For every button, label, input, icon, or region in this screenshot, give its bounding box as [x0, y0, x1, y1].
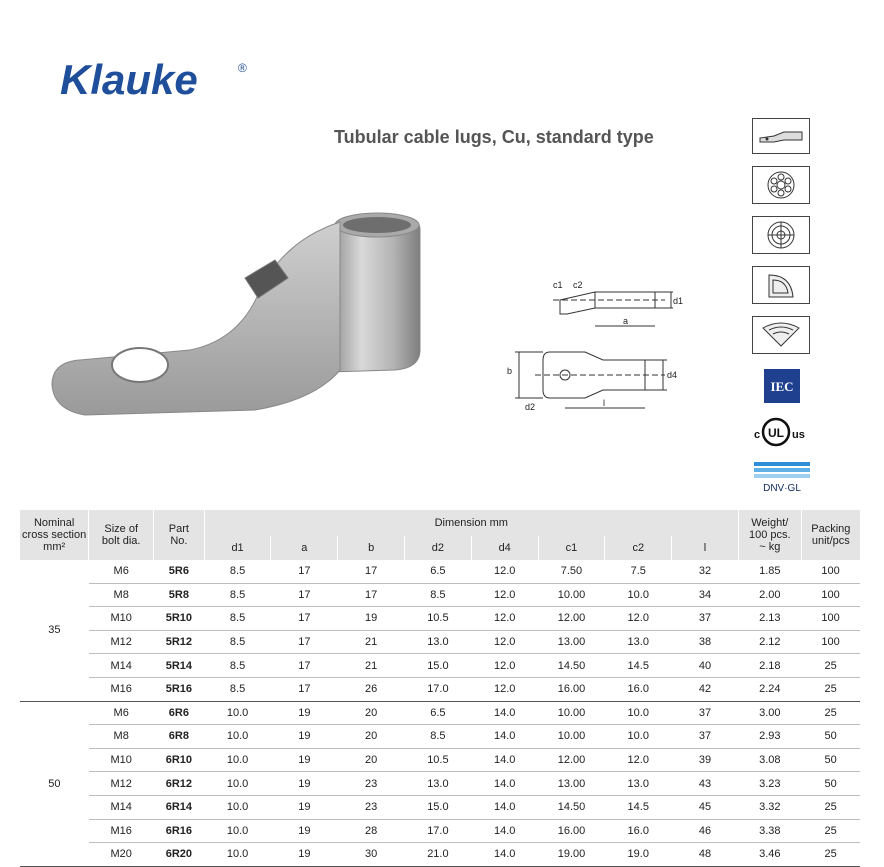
table-cell: 10.5 [405, 748, 472, 772]
table-cell: 25 [801, 819, 860, 843]
table-row [20, 654, 860, 678]
spec-table [20, 510, 860, 867]
header-dim-d2: d2 [405, 536, 472, 560]
table-row [20, 819, 860, 843]
header-dim-c2: c2 [605, 536, 672, 560]
table-row [20, 725, 860, 749]
svg-text:c: c [754, 429, 761, 441]
dimension-drawing [495, 270, 685, 420]
table-cell: 100 [801, 583, 860, 607]
cable-lug-icon [752, 118, 810, 154]
table-cell: 20 [338, 701, 405, 725]
table-cell: 2.93 [738, 725, 801, 749]
dnv-gl-logo [752, 458, 812, 498]
table-cell: 19.0 [605, 843, 672, 867]
header-dim-d4: d4 [471, 536, 538, 560]
table-cell: 7.50 [538, 560, 605, 583]
table-cell: M8 [89, 583, 154, 607]
table-cell: 7.5 [605, 560, 672, 583]
table-cell: 8.5 [405, 583, 472, 607]
svg-text:us: us [792, 429, 805, 441]
table-cell: 17.0 [405, 819, 472, 843]
table-cell: 8.5 [204, 560, 271, 583]
table-row [20, 843, 860, 867]
table-cell: 10.0 [204, 772, 271, 796]
table-cell: 10.0 [605, 583, 672, 607]
table-cell: 39 [672, 748, 739, 772]
iec-logo [752, 366, 812, 406]
table-cell: M20 [89, 843, 154, 867]
table-cell: 8.5 [204, 607, 271, 631]
part-number-cell: 5R12 [154, 630, 205, 654]
dim-label-d2: d2 [525, 402, 536, 412]
table-cell: 19 [271, 819, 338, 843]
table-cell: 12.00 [538, 607, 605, 631]
table-cell: 12.0 [605, 748, 672, 772]
table-cell: 19.00 [538, 843, 605, 867]
dim-label-c2: c2 [573, 280, 583, 290]
table-cell: 100 [801, 630, 860, 654]
header-dim-c1: c1 [538, 536, 605, 560]
table-cell: 45 [672, 795, 739, 819]
table-cell: 19 [271, 748, 338, 772]
table-cell: 17 [271, 677, 338, 701]
table-cell: 15.0 [405, 795, 472, 819]
table-cell: 17 [271, 607, 338, 631]
table-cell: 2.00 [738, 583, 801, 607]
table-cell: 2.24 [738, 677, 801, 701]
table-cell: 10.0 [204, 748, 271, 772]
table-cell: 16.0 [605, 819, 672, 843]
table-cell: 8.5 [204, 677, 271, 701]
sector-flexible-icon [752, 316, 810, 354]
table-cell: M16 [89, 677, 154, 701]
table-cell: 17 [271, 654, 338, 678]
table-cell: 100 [801, 560, 860, 583]
part-number-cell: 6R6 [154, 701, 205, 725]
dim-label-d1: d1 [673, 296, 684, 306]
stranded-conductor-icon [752, 166, 810, 204]
klauke-logo [60, 56, 260, 106]
registered-mark: ® [238, 61, 247, 75]
table-cell: 37 [672, 701, 739, 725]
table-cell: 14.0 [471, 701, 538, 725]
table-cell: 30 [338, 843, 405, 867]
table-cell: 14.0 [471, 843, 538, 867]
cross-section-cell: 50 [20, 701, 89, 866]
part-number-cell: 5R16 [154, 677, 205, 701]
table-cell: 12.0 [605, 607, 672, 631]
table-cell: 21.0 [405, 843, 472, 867]
table-cell: 34 [672, 583, 739, 607]
table-cell: 8.5 [405, 725, 472, 749]
table-cell: 12.00 [538, 748, 605, 772]
table-cell: 3.00 [738, 701, 801, 725]
table-cell: 17 [338, 583, 405, 607]
header-dim-b: b [338, 536, 405, 560]
table-cell: 28 [338, 819, 405, 843]
table-cell: 37 [672, 725, 739, 749]
table-cell: 14.5 [605, 795, 672, 819]
table-row [20, 607, 860, 631]
table-cell: M12 [89, 630, 154, 654]
table-cell: 25 [801, 701, 860, 725]
part-number-cell: 6R20 [154, 843, 205, 867]
table-cell: 19 [271, 843, 338, 867]
table-cell: 14.0 [471, 795, 538, 819]
table-cell: 26 [338, 677, 405, 701]
table-cell: 43 [672, 772, 739, 796]
table-cell: 3.23 [738, 772, 801, 796]
table-cell: M14 [89, 795, 154, 819]
table-cell: 3.32 [738, 795, 801, 819]
table-cell: 37 [672, 607, 739, 631]
header-dimension: Dimension mm [204, 510, 738, 536]
table-row [20, 795, 860, 819]
table-cell: 23 [338, 795, 405, 819]
sector-conductor-icon [752, 266, 810, 304]
table-cell: 42 [672, 677, 739, 701]
table-cell: 14.5 [605, 654, 672, 678]
header-bolt-size: Size of bolt dia. [89, 510, 154, 560]
table-cell: M6 [89, 701, 154, 725]
table-cell: 8.5 [204, 630, 271, 654]
dim-label-d4: d4 [667, 370, 678, 380]
table-cell: 10.00 [538, 701, 605, 725]
dim-label-a: a [623, 316, 629, 326]
table-cell: M10 [89, 607, 154, 631]
table-cell: 2.18 [738, 654, 801, 678]
table-cell: 50 [801, 772, 860, 796]
table-cell: 10.5 [405, 607, 472, 631]
table-cell: 13.00 [538, 772, 605, 796]
compact-conductor-icon [752, 216, 810, 254]
page-title: Tubular cable lugs, Cu, standard type [334, 127, 654, 147]
part-number-cell: 5R14 [154, 654, 205, 678]
table-cell: 6.5 [405, 560, 472, 583]
table-cell: 2.12 [738, 630, 801, 654]
part-number-cell: 6R8 [154, 725, 205, 749]
table-cell: 14.50 [538, 654, 605, 678]
table-cell: 12.0 [471, 583, 538, 607]
table-cell: M6 [89, 560, 154, 583]
svg-text:DNV·GL: DNV·GL [763, 483, 801, 494]
table-cell: 10.0 [605, 701, 672, 725]
table-cell: 38 [672, 630, 739, 654]
table-cell: 17 [271, 583, 338, 607]
table-cell: 25 [801, 654, 860, 678]
header-packing: Packing unit/pcs [801, 510, 860, 560]
table-cell: 25 [801, 843, 860, 867]
table-cell: 12.0 [471, 654, 538, 678]
table-cell: 10.0 [204, 843, 271, 867]
table-cell: 3.08 [738, 748, 801, 772]
table-cell: 8.5 [204, 583, 271, 607]
table-cell: 46 [672, 819, 739, 843]
part-number-cell: 5R8 [154, 583, 205, 607]
part-number-cell: 5R10 [154, 607, 205, 631]
dim-label-l: l [603, 398, 605, 408]
table-row [20, 560, 860, 583]
part-number-cell: 6R14 [154, 795, 205, 819]
table-cell: 12.0 [471, 677, 538, 701]
table-cell: 3.46 [738, 843, 801, 867]
table-cell: 25 [801, 795, 860, 819]
table-cell: 12.0 [471, 560, 538, 583]
header-part-no: Part No. [154, 510, 205, 560]
table-cell: 21 [338, 630, 405, 654]
table-cell: M8 [89, 725, 154, 749]
table-cell: M10 [89, 748, 154, 772]
table-cell: 32 [672, 560, 739, 583]
table-cell: 19 [271, 772, 338, 796]
table-cell: 6.5 [405, 701, 472, 725]
table-cell: 13.00 [538, 630, 605, 654]
table-cell: 14.0 [471, 725, 538, 749]
table-row [20, 701, 860, 725]
table-cell: 12.0 [471, 607, 538, 631]
logo-text: Klauke [60, 56, 198, 103]
table-cell: 19 [338, 607, 405, 631]
table-cell: 20 [338, 748, 405, 772]
table-cell: 100 [801, 607, 860, 631]
table-cell: 14.0 [471, 748, 538, 772]
table-cell: 10.0 [204, 701, 271, 725]
dim-label-b: b [507, 366, 513, 376]
table-row [20, 748, 860, 772]
table-cell: 17 [271, 630, 338, 654]
table-cell: 10.00 [538, 725, 605, 749]
icon-column [752, 118, 814, 504]
table-row [20, 583, 860, 607]
table-cell: 13.0 [605, 772, 672, 796]
svg-text:UL: UL [768, 426, 784, 440]
table-cell: 20 [338, 725, 405, 749]
table-cell: 14.50 [538, 795, 605, 819]
table-cell: 17 [338, 560, 405, 583]
table-cell: 10.0 [204, 819, 271, 843]
table-cell: 14.0 [471, 772, 538, 796]
cross-section-cell: 35 [20, 560, 89, 701]
table-cell: 13.0 [405, 772, 472, 796]
table-cell: 12.0 [471, 630, 538, 654]
table-cell: 13.0 [605, 630, 672, 654]
table-row [20, 772, 860, 796]
part-number-cell: 6R16 [154, 819, 205, 843]
table-cell: 16.00 [538, 819, 605, 843]
table-cell: 2.13 [738, 607, 801, 631]
table-cell: 10.00 [538, 583, 605, 607]
cable-lug-photo [40, 200, 480, 440]
table-cell: M14 [89, 654, 154, 678]
iec-text: IEC [770, 379, 794, 394]
table-cell: 17 [271, 560, 338, 583]
table-cell: 16.0 [605, 677, 672, 701]
table-cell: 40 [672, 654, 739, 678]
ul-logo [752, 412, 812, 452]
table-cell: 13.0 [405, 630, 472, 654]
table-cell: 50 [801, 748, 860, 772]
table-cell: M16 [89, 819, 154, 843]
table-cell: 1.85 [738, 560, 801, 583]
table-cell: 8.5 [204, 654, 271, 678]
table-cell: 50 [801, 725, 860, 749]
table-cell: M12 [89, 772, 154, 796]
table-cell: 10.0 [204, 795, 271, 819]
table-cell: 25 [801, 677, 860, 701]
header-nominal-cross-section: Nominal cross section mm² [20, 510, 89, 560]
table-cell: 19 [271, 725, 338, 749]
header-weight: Weight/ 100 pcs. ~ kg [738, 510, 801, 560]
table-cell: 19 [271, 795, 338, 819]
table-cell: 14.0 [471, 819, 538, 843]
table-cell: 3.38 [738, 819, 801, 843]
part-number-cell: 5R6 [154, 560, 205, 583]
part-number-cell: 6R12 [154, 772, 205, 796]
header-dim-a: a [271, 536, 338, 560]
table-cell: 19 [271, 701, 338, 725]
table-cell: 17.0 [405, 677, 472, 701]
table-cell: 15.0 [405, 654, 472, 678]
header-dim-d1: d1 [204, 536, 271, 560]
table-row [20, 677, 860, 701]
table-row [20, 630, 860, 654]
table-cell: 10.0 [204, 725, 271, 749]
table-cell: 23 [338, 772, 405, 796]
header-dim-l: l [672, 536, 739, 560]
table-cell: 48 [672, 843, 739, 867]
part-number-cell: 6R10 [154, 748, 205, 772]
table-cell: 10.0 [605, 725, 672, 749]
table-cell: 16.00 [538, 677, 605, 701]
dim-label-c1: c1 [553, 280, 563, 290]
table-cell: 21 [338, 654, 405, 678]
